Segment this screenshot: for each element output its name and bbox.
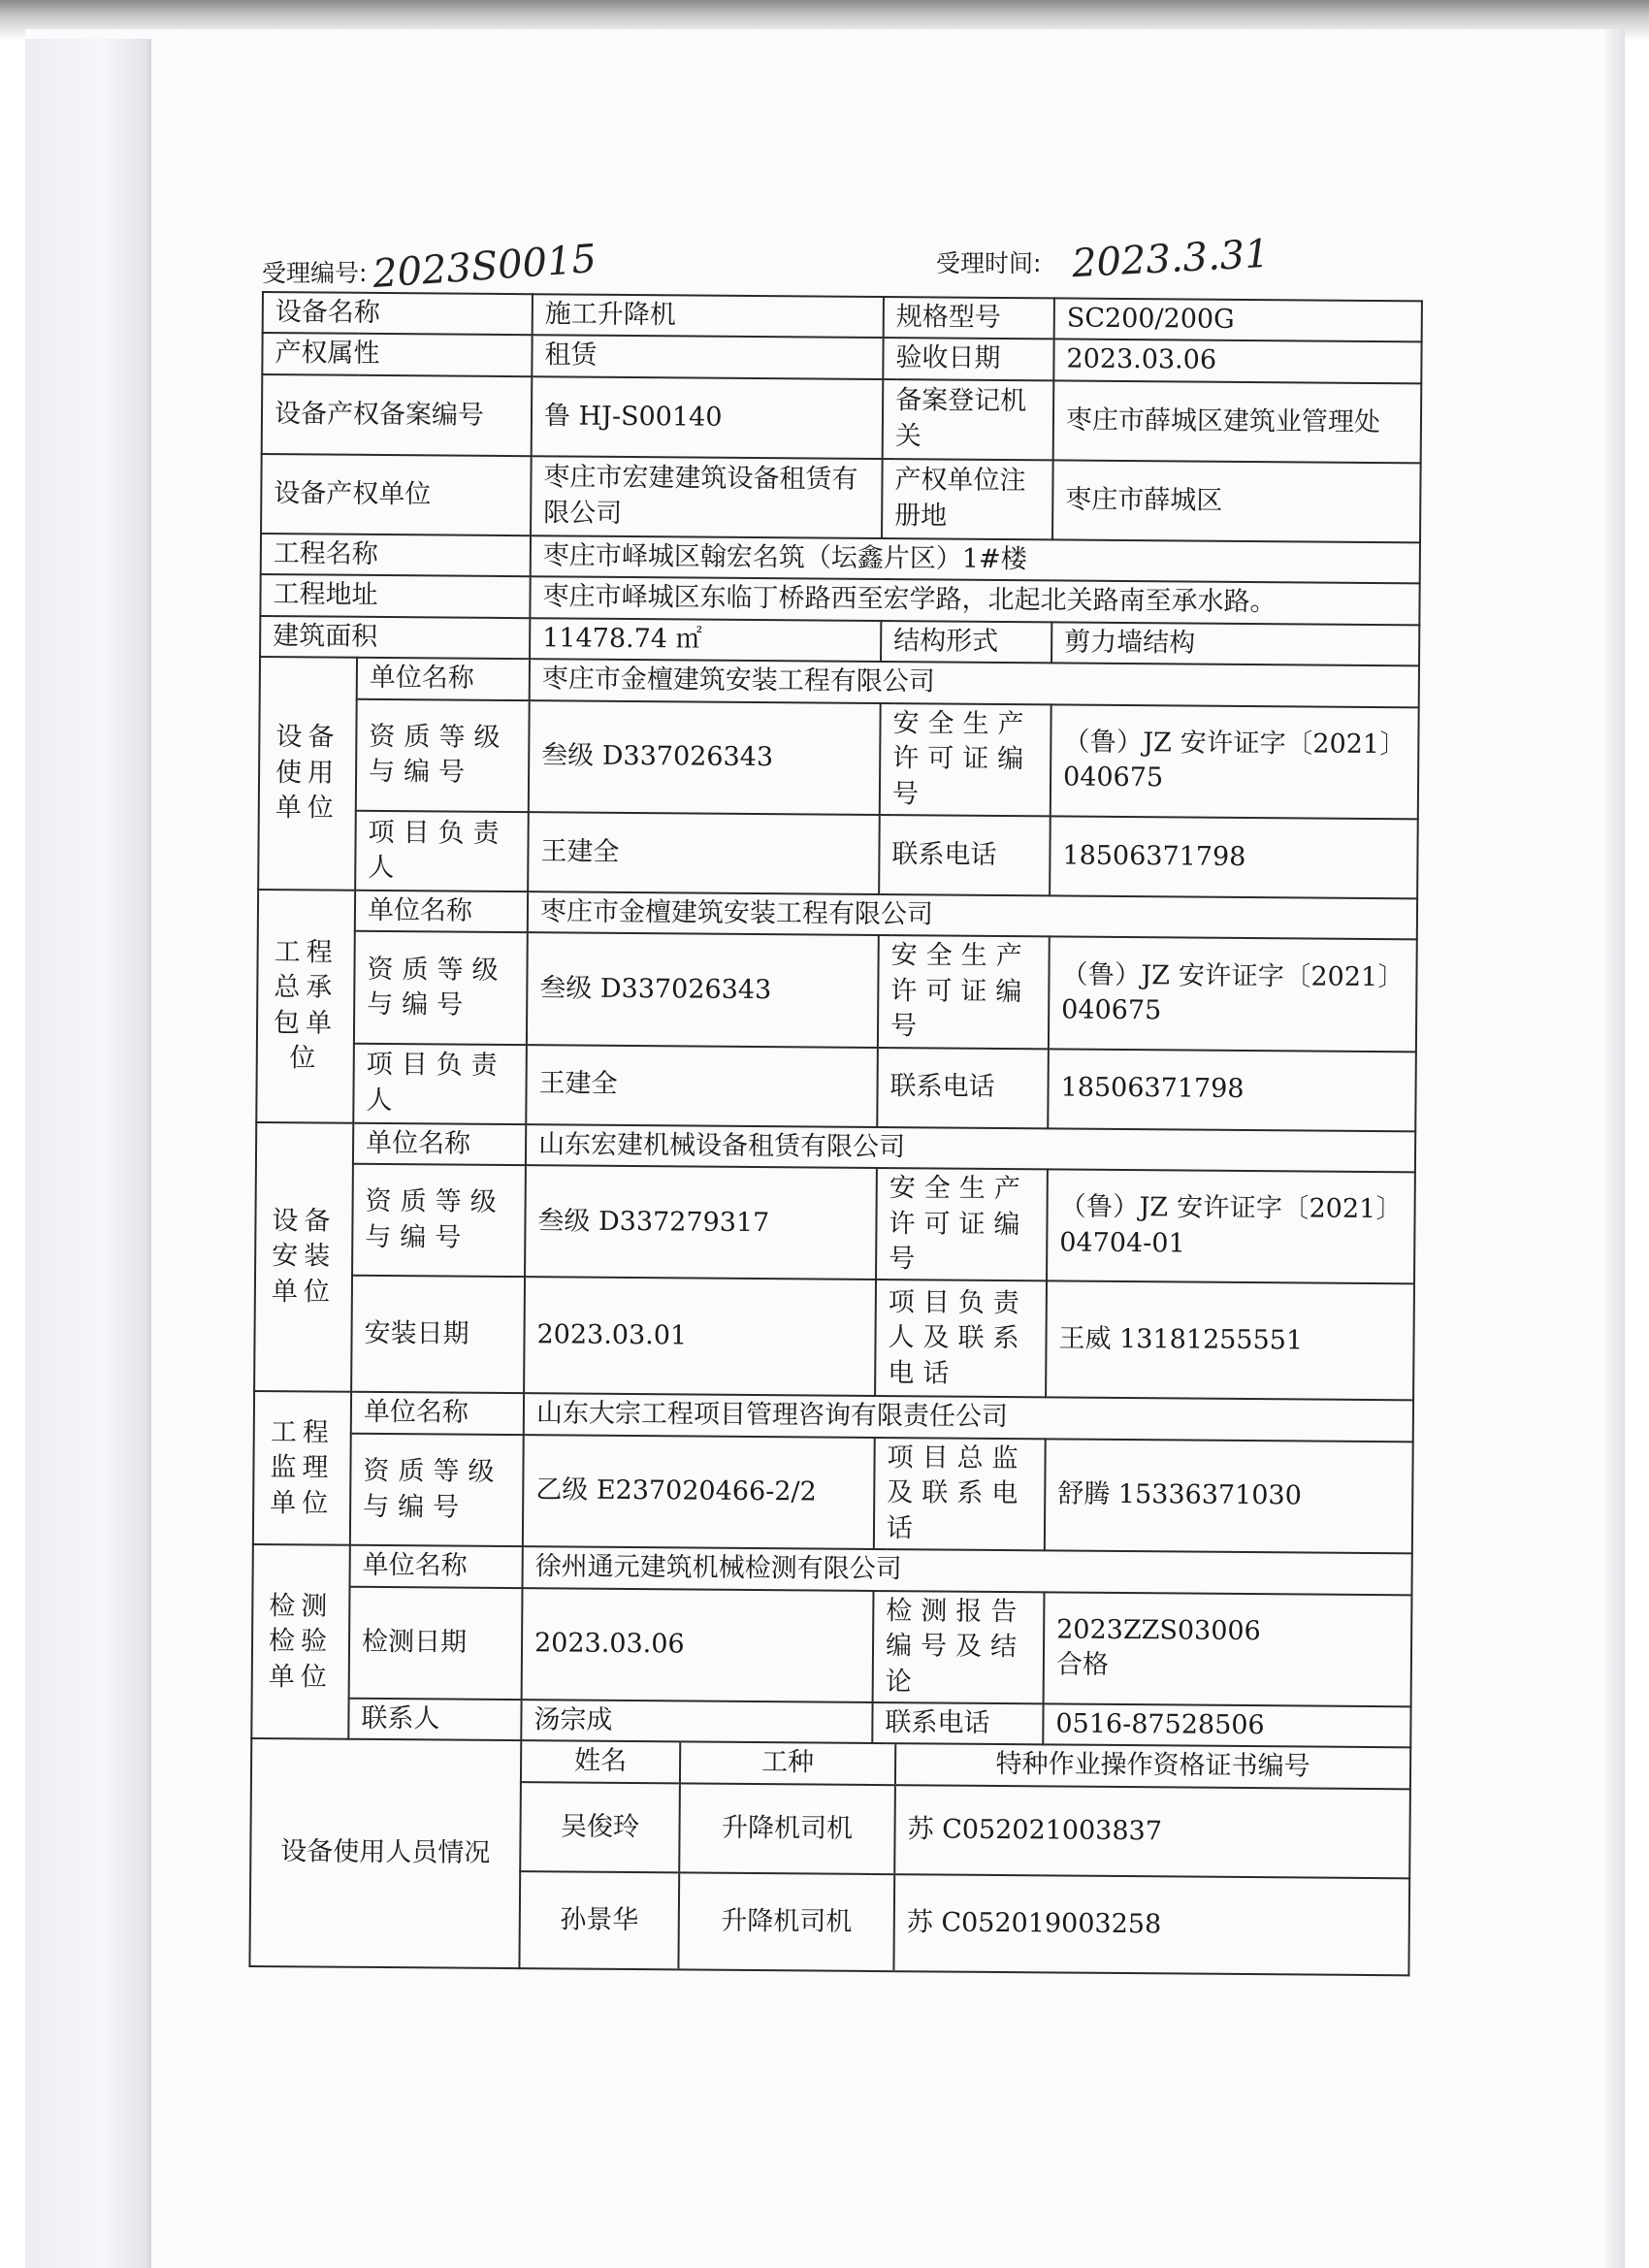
user-unit-qual-value: 叁级 D337026343: [529, 700, 881, 815]
operators-group-label: 设备使用人员情况: [249, 1738, 521, 1968]
operators-table-cell: [521, 1741, 1410, 1790]
supervisor-chief-label: 项目总监及联系电话: [874, 1438, 1046, 1551]
contractor-qual-value: 叁级 D337026343: [527, 933, 879, 1048]
ownership-value: 租赁: [532, 336, 883, 379]
record-org-label: 备案登记机关: [883, 379, 1054, 460]
user-unit-name-value: 枣庄市金檀建筑安装工程有限公司: [530, 659, 1419, 707]
model-label: 规格型号: [884, 297, 1054, 340]
supervisor-group-label: 工程监理单位: [253, 1391, 351, 1545]
installer-license-label: 安全生产许可证编号: [876, 1168, 1048, 1281]
contractor-license-value: （鲁）JZ 安许证字〔2021〕040675: [1049, 937, 1417, 1052]
model-value: SC200/200G: [1054, 298, 1422, 341]
structure-label: 结构形式: [881, 621, 1051, 664]
inspection-group-label: 检测检验单位: [251, 1544, 350, 1739]
installer-name-value: 山东宏建机械设备租赁有限公司: [526, 1124, 1415, 1173]
inspection-date-value: 2023.03.06: [522, 1588, 874, 1702]
accept-no-label: 受理编号:: [262, 259, 368, 287]
contractor-manager-label: 项目负责人: [353, 1043, 527, 1123]
operator-row-cell: [520, 1782, 1410, 1878]
user-unit-manager-label: 项目负责人: [355, 811, 529, 891]
operator-job: 升降机司机: [679, 1784, 895, 1873]
inspection-contact-label: 联系人: [348, 1699, 521, 1741]
project-name-label: 工程名称: [261, 534, 531, 577]
project-name-value: 枣庄市峄城区翰宏名筑（坛鑫片区）1#楼: [531, 535, 1420, 584]
ownership-label: 产权属性: [262, 333, 532, 376]
project-address-label: 工程地址: [260, 574, 530, 618]
record-org-value: 枣庄市薛城区建筑业管理处: [1053, 380, 1422, 463]
operator-cert: 苏 C052021003837: [907, 1813, 1163, 1846]
accept-time-label: 受理时间:: [936, 249, 1042, 277]
record-no-value: 鲁 HJ-S00140: [532, 376, 884, 459]
operator-cert: 苏 C052019003258: [906, 1906, 1162, 1939]
operator-job: 升降机司机: [678, 1873, 894, 1970]
owner-reg-value: 枣庄市薛城区: [1052, 460, 1421, 542]
contractor-qual-label: 资质等级与编号: [354, 931, 528, 1045]
user-unit-phone-label: 联系电话: [879, 815, 1051, 895]
structure-value: 剪力墙结构: [1051, 622, 1419, 665]
page-edge: [1605, 29, 1625, 2268]
equipment-record-form: [248, 291, 1423, 1976]
supervisor-name-value: 山东大宗工程项目管理咨询有限责任公司: [524, 1394, 1413, 1442]
supervisor-name-label: 单位名称: [351, 1392, 524, 1435]
contractor-group-label: 工程总承包单位: [256, 890, 355, 1123]
contractor-phone-label: 联系电话: [877, 1048, 1049, 1128]
inspection-date-label: 检测日期: [349, 1586, 523, 1700]
operator-name: 吴俊玲: [521, 1783, 680, 1871]
installer-manager-label: 项目负责人及联系电话: [875, 1280, 1047, 1397]
accept-time-handwritten: 2023.3.31: [1070, 231, 1271, 287]
area-label: 建筑面积: [260, 616, 530, 660]
equipment-name: 施工升降机: [533, 294, 884, 338]
install-date-label: 安装日期: [351, 1276, 525, 1393]
installer-group-label: 设备安装单位: [254, 1122, 353, 1393]
operators-header-row: [522, 1742, 1409, 1789]
operator-name: 孙景华: [520, 1872, 679, 1968]
operator-row: [521, 1783, 1409, 1877]
installer-qual-label: 资质等级与编号: [352, 1164, 526, 1278]
operators-col-job: 工种: [680, 1743, 895, 1784]
user-unit-name-label: 单位名称: [357, 658, 530, 700]
operator-row: [520, 1872, 1408, 1974]
inspection-contact-value: 汤宗成: [521, 1700, 872, 1743]
installer-qual-value: 叁级 D337279317: [525, 1165, 877, 1280]
supervisor-qual-label: 资质等级与编号: [350, 1434, 524, 1547]
user-unit-manager-value: 王建全: [528, 812, 880, 894]
user-unit-phone-value: 18506371798: [1050, 816, 1418, 898]
user-unit-group-label: 设备使用单位: [258, 657, 357, 891]
owner-value: 枣庄市宏建建筑设备租赁有限公司: [531, 456, 883, 538]
operators-col-cert: 特种作业操作资格证书编号: [995, 1749, 1310, 1782]
contractor-name-label: 单位名称: [355, 891, 528, 933]
supervisor-chief-value: 舒腾 15336371030: [1045, 1439, 1413, 1553]
owner-label: 设备产权单位: [261, 454, 532, 535]
contractor-manager-value: 王建全: [526, 1045, 878, 1127]
area-value: 11478.74 ㎡: [530, 618, 881, 662]
operator-row-cell: [519, 1871, 1409, 1975]
project-address-value: 枣庄市峄城区东临丁桥路西至宏学路，北起北关路南至承水路。: [530, 576, 1419, 625]
contractor-phone-value: 18506371798: [1048, 1049, 1416, 1131]
inspection-conclusion: 合格: [1055, 1649, 1110, 1681]
book-spine-shadow: [25, 39, 151, 2268]
installer-name-label: 单位名称: [353, 1122, 526, 1165]
inspection-report-no: 2023ZZS03006: [1056, 1614, 1261, 1646]
accept-date-label: 验收日期: [883, 338, 1053, 380]
equipment-name-label: 设备名称: [263, 292, 533, 336]
inspection-report-label: 检测报告编号及结论: [873, 1591, 1045, 1704]
inspection-name-value: 徐州通元建筑机械检测有限公司: [523, 1546, 1412, 1595]
accept-no-handwritten: 2023S0015: [371, 236, 598, 298]
user-unit-license-label: 安全生产许可证编号: [880, 703, 1051, 817]
contractor-name-value: 枣庄市金檀建筑安装工程有限公司: [528, 891, 1417, 940]
user-unit-license-value: （鲁）JZ 安许证字〔2021〕040675: [1051, 704, 1419, 819]
accept-date-value: 2023.03.06: [1053, 340, 1421, 383]
supervisor-qual-value: 乙级 E237020466-2/2: [523, 1435, 875, 1549]
operators-col-name: 姓名: [522, 1742, 680, 1783]
user-unit-qual-label: 资质等级与编号: [356, 698, 530, 812]
inspection-phone-value: 0516-87528506: [1043, 1703, 1410, 1747]
install-date-value: 2023.03.01: [524, 1278, 876, 1397]
installer-manager-value: 王威 13181255551: [1046, 1281, 1414, 1401]
contractor-license-label: 安全生产许可证编号: [878, 935, 1050, 1049]
record-no-label: 设备产权备案编号: [262, 374, 533, 456]
inspection-report-cell: [1044, 1592, 1412, 1706]
installer-license-value: （鲁）JZ 安许证字〔2021〕04704-01: [1047, 1170, 1415, 1284]
inspection-phone-label: 联系电话: [872, 1702, 1043, 1745]
inspection-name-label: 单位名称: [350, 1545, 523, 1588]
owner-reg-label: 产权单位注册地: [882, 459, 1053, 539]
